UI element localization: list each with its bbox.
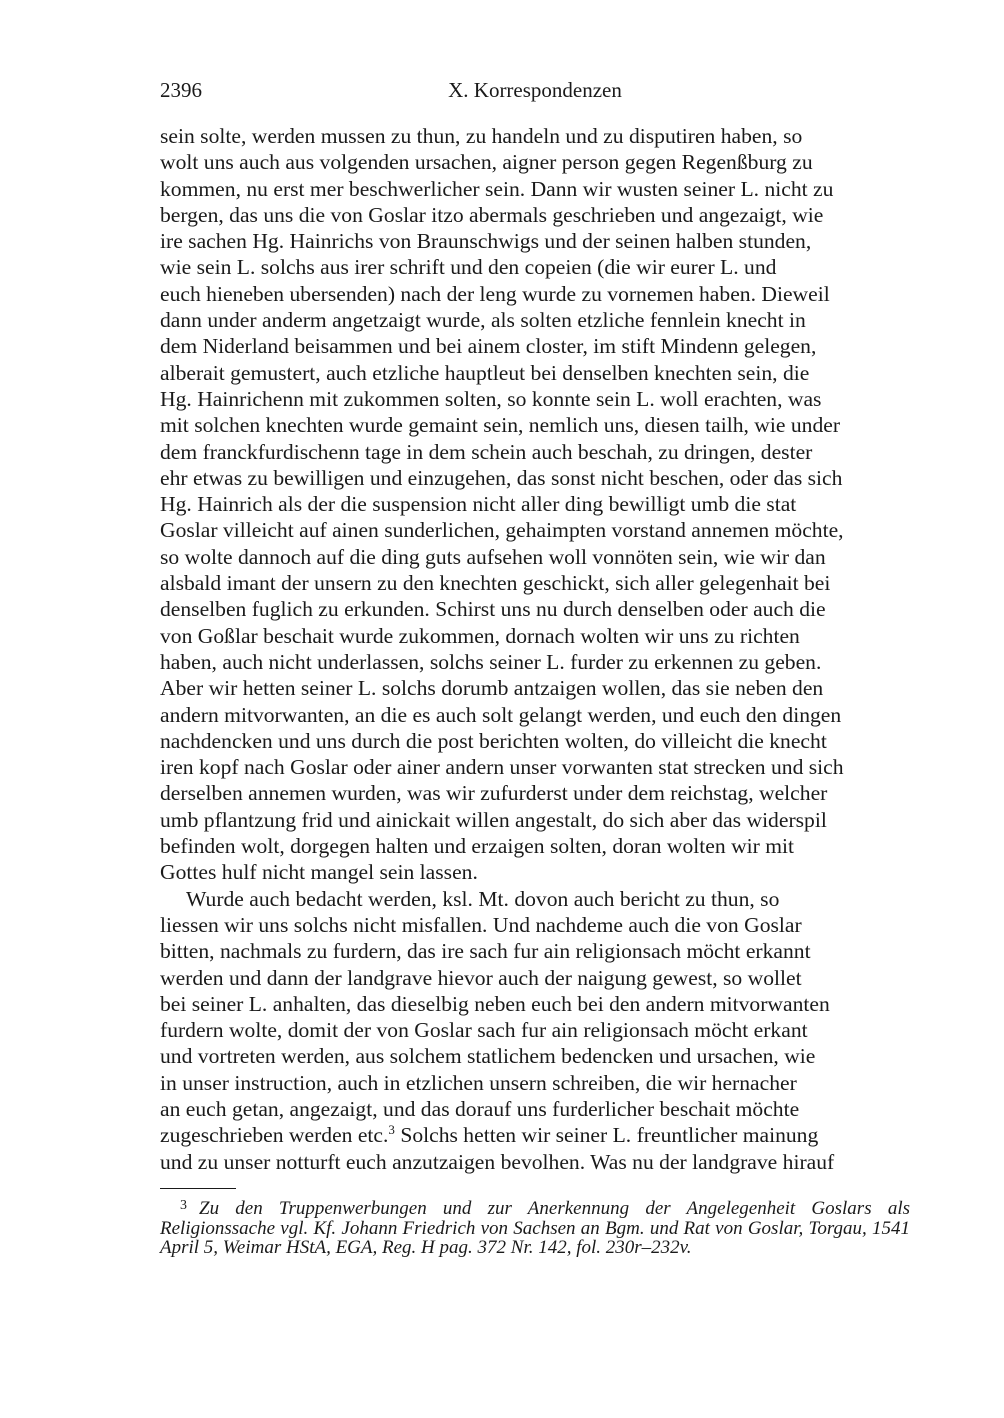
footnote-rule <box>160 1188 236 1189</box>
body-text <box>160 123 910 1175</box>
footnote-text: Zu den Truppenwerbungen und zur Anerkennung der Angelegenheit Goslars als Religionssache vgl. Kf. Johann Friedrich von Sachsen an Bgm. und Rat von Goslar, Torgau, 1541 April 5, Weimar HStA, EGA, Reg. H pag. 372 Nr. 142, fol. 230r–232v. <box>160 1198 910 1258</box>
text-line: kommen, nu erst mer beschwerlicher sein. Dann wir wusten seiner L. nicht zu <box>160 176 834 201</box>
footnote-number: 3 <box>180 1198 187 1213</box>
text-line: befinden wolt, dorgegen halten und erzaigen solten, doran wolten wir mit <box>160 834 795 859</box>
text-line: an euch getan, angezaigt, und das dorauf uns furderlicher beschait möchte <box>160 1096 800 1121</box>
text-line: derselben annemen wurden, was wir zufurderst under dem reichstag, welcher <box>160 781 828 806</box>
text-line: haben, auch nicht underlassen, solchs seiner L. furder zu erkennen zu geben. <box>160 649 822 674</box>
running-title: X. Korrespondenzen <box>448 78 622 102</box>
text-line: Gottes hulf nicht mangel sein lassen. <box>160 860 478 885</box>
text-line: Goslar villeicht auf ainen sunderlichen, gehaimpten vorstand annemen möchte, <box>160 518 844 543</box>
text-line: mit solchen knechten wurde gemaint sein, nemlich uns, diesen tailh, wie under <box>160 413 841 438</box>
text-line: Aber wir hetten seiner L. solchs dorumb antzaigen wollen, das sie neben den <box>160 676 824 701</box>
text-line: alberait gemustert, auch etzliche hauptleut bei denselben knechten sein, die <box>160 360 810 385</box>
text-line: andern mitvorwanten, an die es auch solt gelangt werden, und euch den dingen <box>160 702 842 727</box>
page-number: 2396 <box>160 78 202 102</box>
text-line: denselben fuglich zu erkunden. Schirst uns nu durch denselben oder auch die <box>160 597 826 622</box>
text-line: Solchs hetten wir seiner L. freuntlicher mainung <box>394 1123 819 1148</box>
footnotes <box>160 1196 910 1258</box>
text-line: dem franckfurdischenn tage in dem schein auch beschah, zu dringen, dester <box>160 439 813 464</box>
text-line: umb pflantzung frid und ainickait willen angestalt, do sich aber das widerspil <box>160 807 827 832</box>
text-line: bei seiner L. anhalten, das dieselbig neben euch bei den andern mitvorwanten <box>160 991 830 1016</box>
text-line: sein solte, werden mussen zu thun, zu handeln und zu disputiren haben, so <box>160 124 803 148</box>
footnote-reference[interactable]: 3 <box>388 1122 395 1138</box>
text-line: wolt uns auch aus volgenden ursachen, aigner person gegen Regenßburg zu <box>160 150 813 175</box>
text-line: bitten, nachmals zu furdern, das ire sach fur ain religionsach möcht erkannt <box>160 939 811 964</box>
text-line: wie sein L. solchs aus irer schrift und den copeien (die wir eurer L. und <box>160 255 777 280</box>
text-line: Hg. Hainrich als der die suspension nicht aller ding bewilligt umb die stat <box>160 492 797 517</box>
text-line: dem Niderland beisammen und bei ainem closter, im stift Mindenn gelegen, <box>160 334 817 359</box>
paragraph <box>160 123 910 886</box>
text-line: euch hieneben ubersenden) nach der leng wurde zu vornemen haben. Dieweil <box>160 281 830 306</box>
text-line: werden und dann der landgrave hievor auch der naigung gewest, so wollet <box>160 965 802 990</box>
footnote <box>160 1196 910 1258</box>
text-line: furdern wolte, domit der von Goslar sach fur ain religionsach möcht erkant <box>160 1018 808 1043</box>
text-line: so wolte dannoch auf die ding guts aufsehen woll vonnöten sein, wie wir dan <box>160 544 826 569</box>
text-line: zugeschrieben werden etc. <box>160 1123 389 1148</box>
paragraph <box>160 886 910 1175</box>
text-line: nachdencken und uns durch die post berichten wolten, do villeicht die knecht <box>160 728 827 753</box>
text-line: in unser instruction, auch in etzlichen unsern schreiben, die wir hernacher <box>160 1070 797 1095</box>
text-line: von Goßlar beschait wurde zukommen, dornach wolten wir uns zu richten <box>160 623 800 648</box>
text-line: ire sachen Hg. Hainrichs von Braunschwigs und der seinen halben stunden, <box>160 229 812 254</box>
text-line: bergen, das uns die von Goslar itzo abermals geschrieben und angezaigt, wie <box>160 202 824 227</box>
text-line: iren kopf nach Goslar oder ainer andern unser vorwanten stat strecken und sich <box>160 755 844 780</box>
text-line: alsbald imant der unsern zu den knechten geschickt, sich aller gelegenhait bei <box>160 571 831 596</box>
running-header <box>160 78 910 108</box>
text-line: dann under anderm angetzaigt wurde, als solten etzliche fennlein knecht in <box>160 308 806 333</box>
text-line: und vortreten werden, aus solchem statlichem bedencken und ursachen, wie <box>160 1044 816 1069</box>
text-line: Hg. Hainrichenn mit zukommen solten, so konnte sein L. woll erachten, was <box>160 386 822 411</box>
text-line: ehr etwas zu bewilligen und einzugehen, das sonst nicht beschen, oder das sich <box>160 465 843 490</box>
text-line: liessen wir uns solchs nicht misfallen. Und nachdeme auch die von Goslar <box>160 912 802 937</box>
text-line: Wurde auch bedacht werden, ksl. Mt. dovon auch bericht zu thun, so <box>186 886 780 911</box>
text-line: und zu unser notturft euch anzutzaigen bevolhen. Was nu der landgrave hirauf <box>160 1149 835 1174</box>
